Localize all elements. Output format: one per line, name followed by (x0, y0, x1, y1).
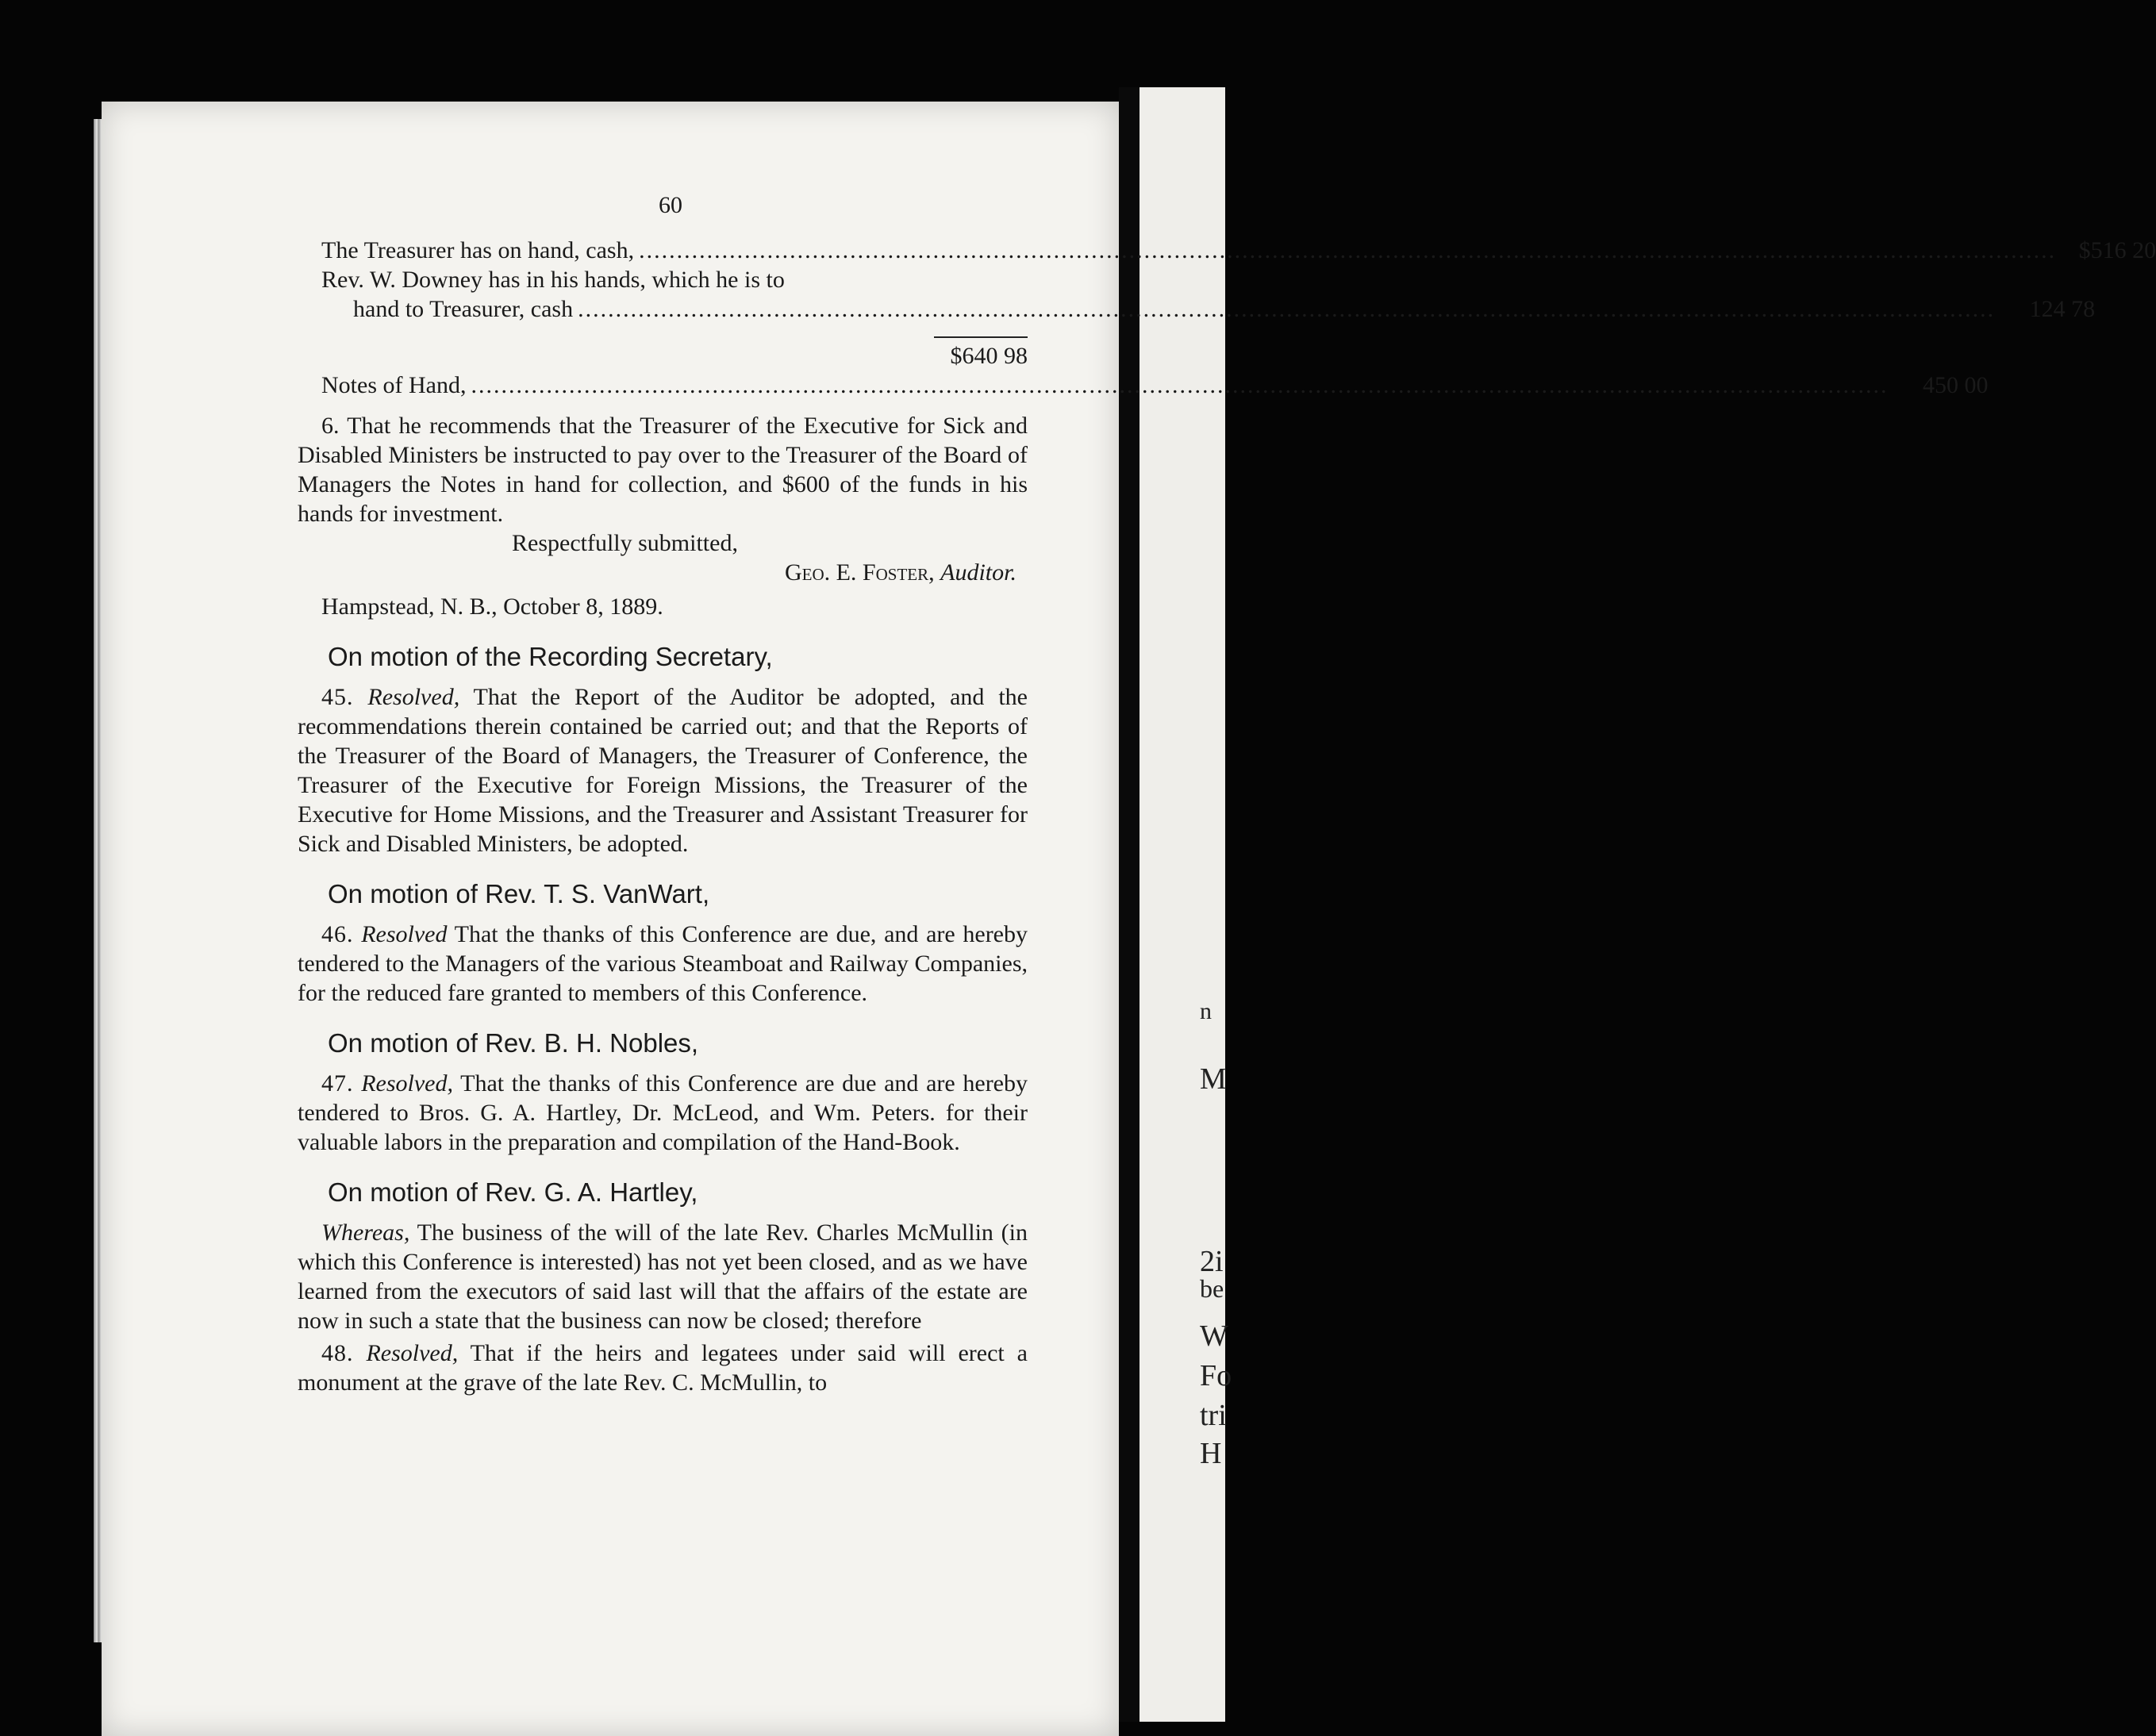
adjacent-page-fragment: be (1200, 1274, 1224, 1303)
whereas-text: The business of the will of the late Rev. Charles McMullin (in which this Conference is interested) has not yet been closed, and as we have learned from the executors of said last will that the affairs of the estate are now in such a state that the business can now be closed; therefore (298, 1219, 1028, 1334)
resolution-number: 47. (321, 1070, 354, 1097)
resolved-word: Resolved, (366, 1340, 459, 1366)
ledger-amount: 450 00 (1922, 372, 1989, 398)
adjacent-page-fragment: W (1200, 1319, 1228, 1353)
resolution-text: That the Report of the Auditor be adopted, and the recommendations therein contained be carried out; and that the Reports of the Treasurer of the Board of Managers, the Treasurer of Conference, the Treasurer of the Executive for Foreign Missions, the Treasurer of the Executive for Home Missions, and the Treasurer and Assistant Treasurer for Sick and Disabled Ministers, be adopted. (298, 684, 1028, 857)
motion-heading: On motion of Rev. G. A. Hartley, (328, 1177, 698, 1207)
motion-heading: On motion of Rev. T. S. VanWart, (328, 879, 710, 908)
resolution-48 (298, 1338, 1028, 1397)
resolved-word: Resolved, (361, 1070, 453, 1097)
ledger-label: Notes of Hand, (321, 372, 467, 398)
ledger-row (298, 236, 2156, 265)
book-gutter (1119, 87, 1139, 1722)
leader-dots (471, 371, 1888, 400)
leader-dots (578, 294, 1995, 324)
place-date: Hampstead, N. B., October 8, 1889. (321, 593, 663, 620)
resolution-46 (298, 920, 1028, 1008)
ledger-amount: $516 20 (2078, 237, 2156, 263)
resolution-number: 46. (321, 921, 354, 947)
ledger-label: Rev. W. Downey has in his hands, which he is to (321, 267, 785, 293)
resolved-word: Resolved, (367, 684, 460, 710)
adjacent-page-fragment: 2i (1200, 1245, 1224, 1278)
adjacent-page (1139, 87, 1225, 1722)
resolution-text: That if the heirs and legatees under said will erect a monument at the grave of the late Rev. C. McMullin, to (298, 1340, 1028, 1396)
motion-heading: On motion of Rev. B. H. Nobles, (328, 1028, 699, 1058)
ledger-label: hand to Treasurer, cash (353, 296, 574, 322)
ledger-amount: 124 78 (2029, 296, 2096, 322)
signoff: Respectfully submitted, (512, 530, 738, 556)
resolution-text: That the thanks of this Conference are due, and are hereby tendered to the Managers of the various Steamboat and Railway Companies, for the reduced fare granted to members of this Conference. (298, 921, 1028, 1006)
signature-name: Geo. E. Foster, (784, 559, 935, 586)
whereas-word: Whereas, (321, 1219, 410, 1246)
signature (298, 558, 1028, 587)
adjacent-page-fragment: M (1200, 1062, 1227, 1096)
resolution-47 (298, 1069, 1028, 1157)
resolution-number: 45. (321, 684, 354, 710)
ledger-total-row (298, 336, 1028, 371)
paragraph-6: 6. That he recommends that the Treasurer of the Executive for Sick and Disabled Ministers be instructed to pay over to the Treasurer of the Board of Managers the Notes in hand for collection, and $600 of the funds in his hands for investment. (298, 413, 1028, 527)
resolution-45 (298, 682, 1028, 858)
whereas-paragraph (298, 1218, 1028, 1335)
ledger-total: $640 98 (934, 336, 1028, 371)
leader-dots (639, 236, 2056, 265)
ledger-row (298, 294, 2096, 324)
adjacent-page-fragment: n (1200, 998, 1212, 1024)
signature-title: Auditor. (940, 559, 1017, 586)
ledger-row (298, 265, 1028, 294)
resolved-word: Resolved (361, 921, 448, 947)
resolution-text: That the thanks of this Conference are due and are hereby tendered to Bros. G. A. Hartley, Dr. McLeod, and Wm. Peters. for their valuable labors in the preparation and compilation of the Hand-Book. (298, 1070, 1028, 1155)
resolution-number: 48. (321, 1340, 354, 1366)
adjacent-page-fragment: tri (1200, 1399, 1227, 1432)
motion-heading: On motion of the Recording Secretary, (328, 642, 773, 671)
ledger-label: The Treasurer has on hand, cash, (321, 237, 635, 263)
ledger-row (298, 371, 1989, 400)
adjacent-page-fragment: Fo (1200, 1359, 1232, 1392)
page-number: 60 (659, 192, 682, 218)
adjacent-page-fragment: H (1200, 1437, 1222, 1470)
